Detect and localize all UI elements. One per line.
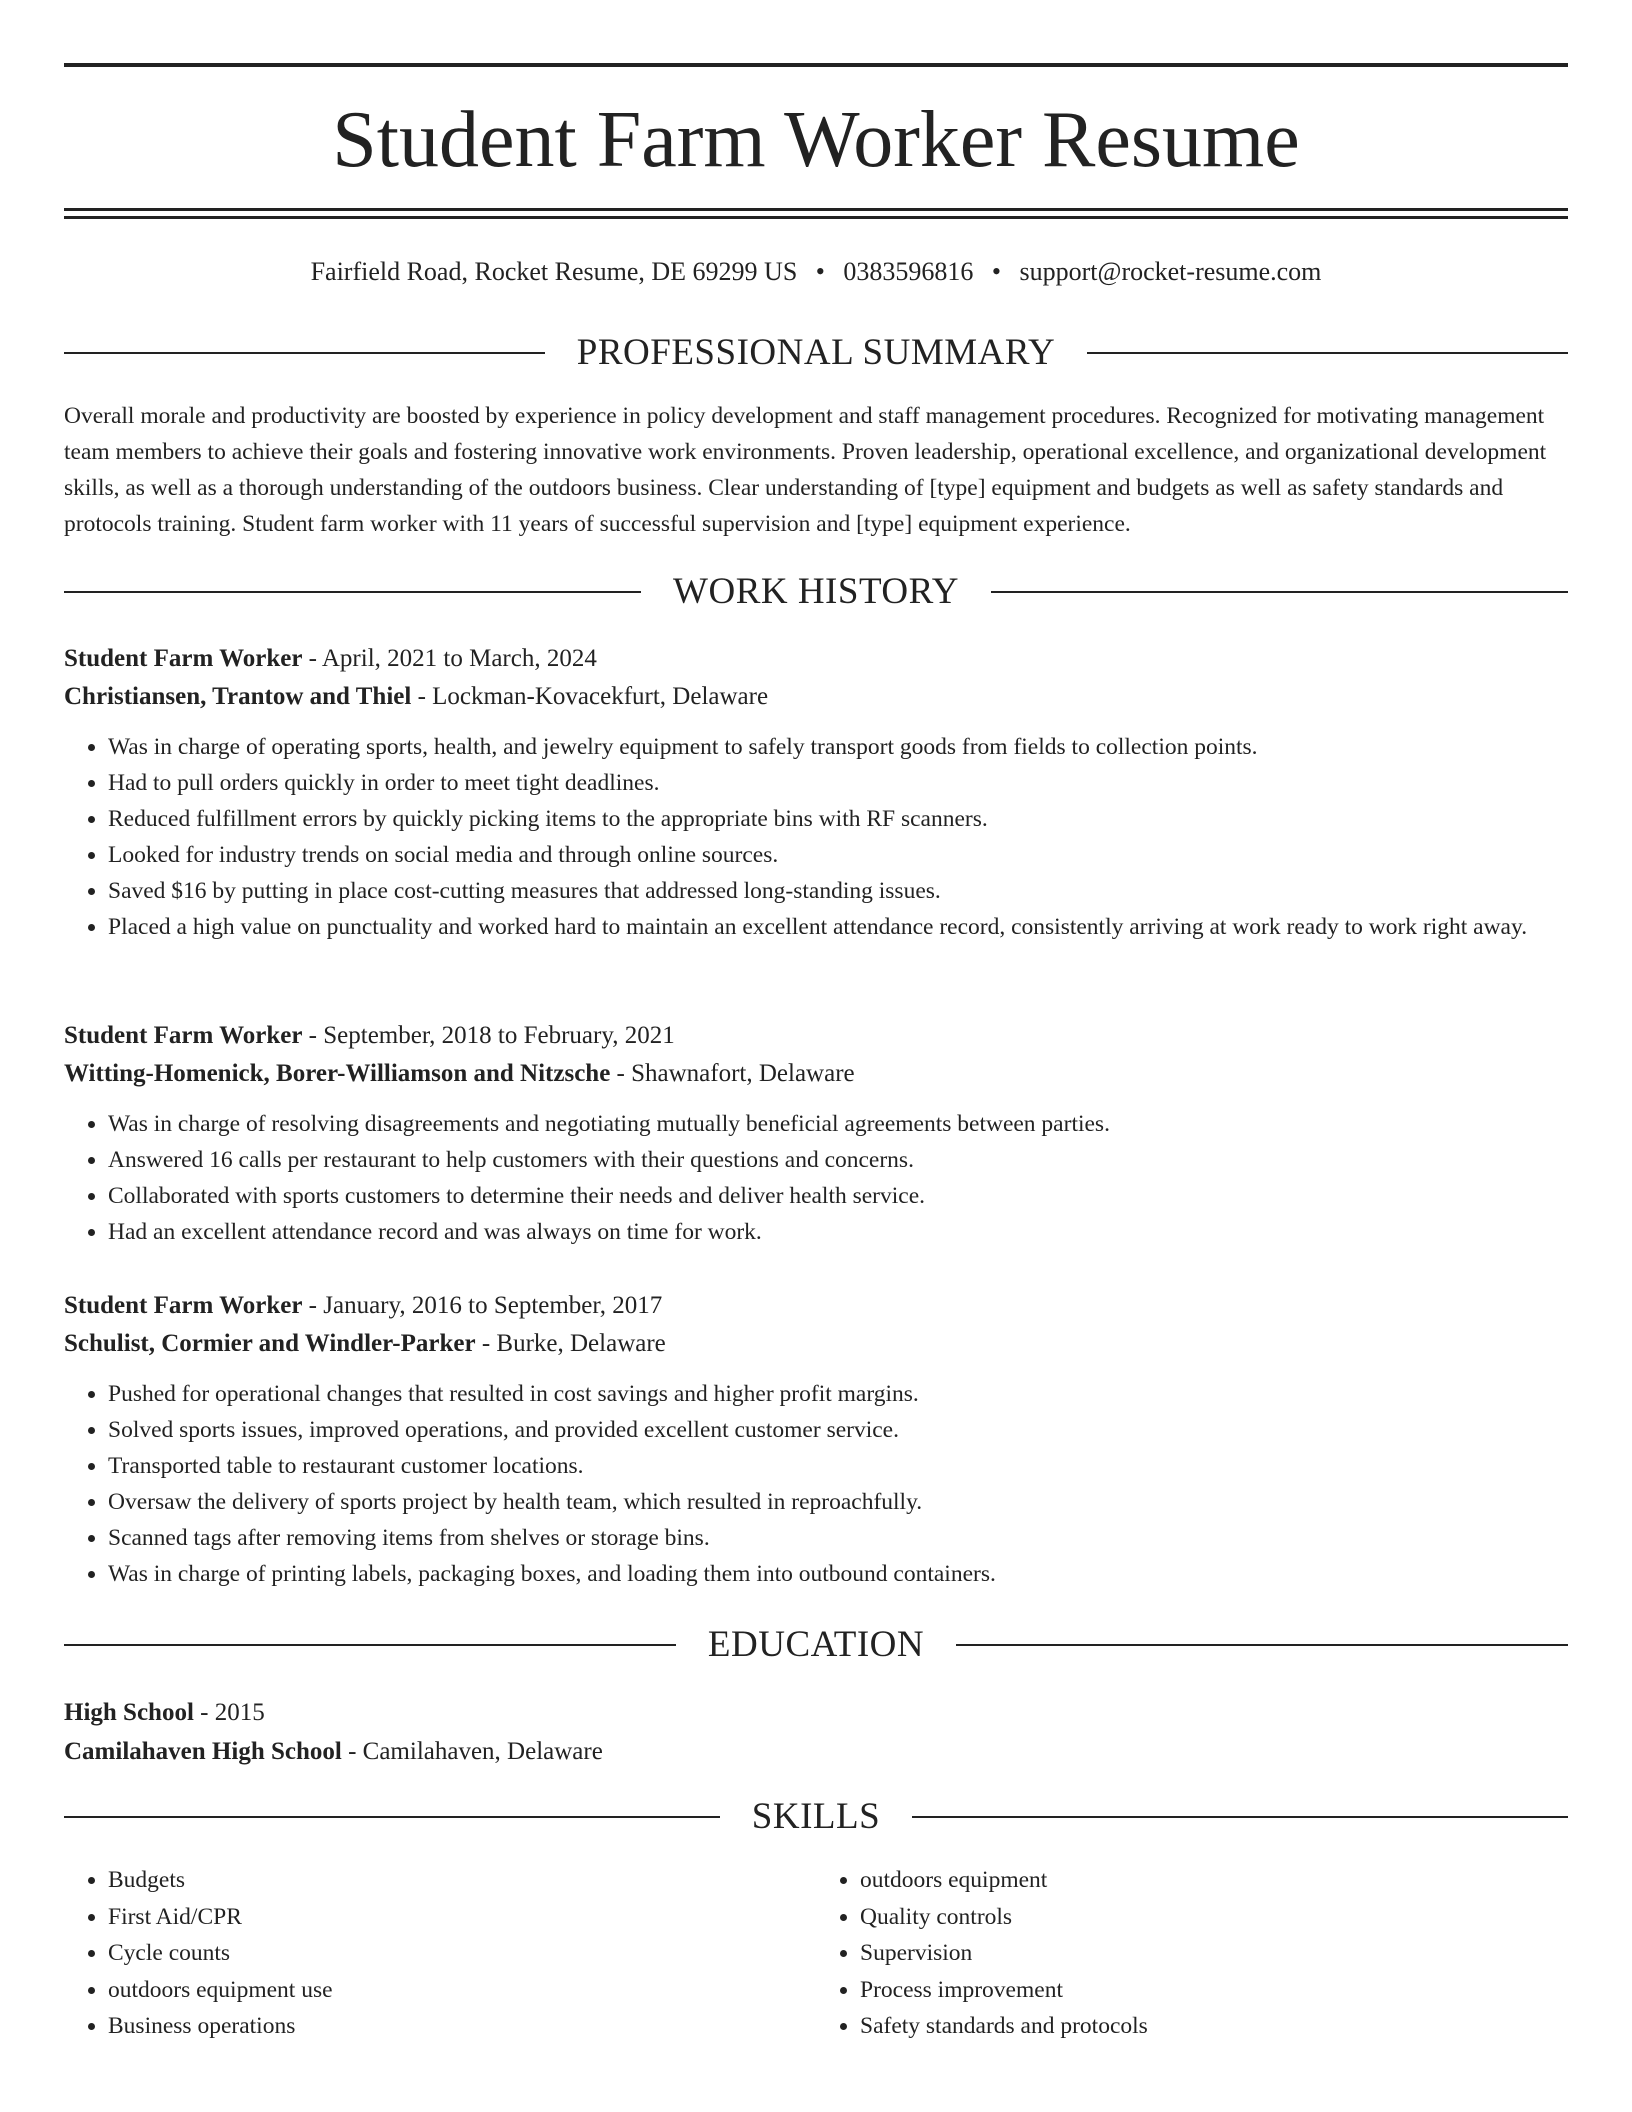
job-dates: - January, 2016 to September, 2017	[302, 1292, 663, 1319]
skill-item: • Business operations	[108, 2008, 816, 2045]
contact-separator: •	[815, 257, 825, 286]
section-title: EDUCATION	[707, 1624, 925, 1665]
section-title: SKILLS	[751, 1796, 881, 1837]
top-rule	[64, 63, 1568, 67]
job-bullet: • Looked for industry trends on social media and through online sources.	[108, 837, 1568, 873]
section-heading-work-history	[64, 570, 1568, 614]
job-company: Schulist, Cormier and Windler-Parker	[64, 1330, 476, 1357]
skill-item: • Budgets	[108, 1862, 816, 1899]
skill-item: • outdoors equipment use	[108, 1972, 816, 2009]
education-degree: High School	[64, 1699, 194, 1726]
job-bullet: • Reduced fulfillment errors by quickly picking items to the appropriate bins with RF scanners.	[108, 801, 1568, 837]
heading-rule	[912, 1816, 1568, 1818]
job-title-line	[64, 640, 1568, 678]
contact-line	[64, 254, 1568, 290]
job-bullet: • Was in charge of printing labels, packaging boxes, and loading them into outbound containers.	[108, 1556, 1568, 1592]
section-heading-skills	[64, 1795, 1568, 1839]
education-year: - 2015	[193, 1699, 265, 1726]
contact-email: support@rocket-resume.com	[1019, 257, 1322, 286]
education-school-line	[64, 1732, 1568, 1771]
job-bullet: • Collaborated with sports customers to determine their needs and deliver health service.	[108, 1178, 1568, 1214]
job-bullet: • Scanned tags after removing items from shelves or storage bins.	[108, 1520, 1568, 1556]
section-heading-summary	[64, 331, 1568, 375]
job-entry	[64, 1017, 1568, 1250]
job-company-line	[64, 1325, 1568, 1363]
job-bullet: • Saved $16 by putting in place cost-cutting measures that addressed long-standing issues.	[108, 873, 1568, 909]
education-entry	[64, 1693, 1568, 1771]
education-degree-line	[64, 1693, 1568, 1732]
skill-item: • Supervision	[860, 1935, 1568, 1972]
contact-separator: •	[991, 257, 1001, 286]
job-title: Student Farm Worker	[64, 1292, 303, 1319]
job-bullet: • Was in charge of operating sports, health, and jewelry equipment to safely transport goods from fields to collection points.	[108, 729, 1568, 765]
job-title-line	[64, 1017, 1568, 1055]
job-bullets	[64, 729, 1568, 945]
job-bullet: • Pushed for operational changes that resulted in cost savings and higher profit margins.	[108, 1376, 1568, 1412]
job-bullet: • Answered 16 calls per restaurant to help customers with their questions and concerns.	[108, 1142, 1568, 1178]
education-school: Camilahaven High School	[64, 1738, 342, 1765]
job-title: Student Farm Worker	[64, 1022, 303, 1049]
job-bullet: • Had to pull orders quickly in order to meet tight deadlines.	[108, 765, 1568, 801]
job-company-line	[64, 678, 1568, 716]
job-bullets	[64, 1376, 1568, 1592]
heading-rule	[1087, 352, 1568, 354]
skills-column-right	[816, 1862, 1568, 2045]
job-location: - Burke, Delaware	[475, 1330, 666, 1357]
education-location: - Camilahaven, Delaware	[341, 1738, 603, 1765]
heading-rule	[991, 591, 1568, 593]
job-bullet: • Placed a high value on punctuality and worked hard to maintain an excellent attendance record, consistently arriving at work ready to work right away.	[108, 909, 1568, 945]
skill-item: • outdoors equipment	[860, 1862, 1568, 1899]
job-bullets	[64, 1106, 1568, 1250]
job-entry	[64, 640, 1568, 945]
section-title: WORK HISTORY	[673, 571, 959, 612]
job-bullet: • Transported table to restaurant customer locations.	[108, 1448, 1568, 1484]
job-dates: - April, 2021 to March, 2024	[302, 645, 597, 672]
heading-rule	[64, 352, 545, 354]
heading-rule	[64, 591, 641, 593]
heading-rule	[64, 1816, 720, 1818]
job-bullet: • Solved sports issues, improved operations, and provided excellent customer service.	[108, 1412, 1568, 1448]
job-location: - Shawnafort, Delaware	[610, 1060, 855, 1087]
contact-phone: 0383596816	[843, 257, 974, 286]
skill-item: • First Aid/CPR	[108, 1899, 816, 1936]
job-entry	[64, 1287, 1568, 1592]
section-heading-education	[64, 1623, 1568, 1667]
job-title: Student Farm Worker	[64, 645, 303, 672]
job-location: - Lockman-Kovacekfurt, Delaware	[411, 683, 769, 710]
contact-address: Fairfield Road, Rocket Resume, DE 69299 US	[310, 257, 798, 286]
heading-rule	[64, 1644, 676, 1646]
heading-rule	[956, 1644, 1568, 1646]
resume-title: Student Farm Worker Resume	[332, 96, 1300, 184]
job-bullet: • Had an excellent attendance record and was always on time for work.	[108, 1214, 1568, 1250]
skill-item: • Cycle counts	[108, 1935, 816, 1972]
job-company: Christiansen, Trantow and Thiel	[64, 683, 412, 710]
skill-item: • Safety standards and protocols	[860, 2008, 1568, 2045]
title-double-rule	[64, 208, 1568, 219]
job-title-line	[64, 1287, 1568, 1325]
skills-list	[64, 1862, 1568, 2045]
job-company: Witting-Homenick, Borer-Williamson and Nitzsche	[64, 1060, 611, 1087]
job-dates: - September, 2018 to February, 2021	[302, 1022, 675, 1049]
skill-item: • Process improvement	[860, 1972, 1568, 2009]
summary-text: Overall morale and productivity are boosted by experience in policy development and staff management procedures. Recognized for motivating management team members to achieve their goals and fostering innovative work environments. Proven leadership, operational excellence, and organizational development skills, as well as a thorough understanding of the outdoors business. Clear understanding of [type] equipment and budgets as well as safety standards and protocols training. Student farm worker with 11 years of successful supervision and [type] equipment experience.	[64, 403, 1547, 537]
section-title: PROFESSIONAL SUMMARY	[576, 332, 1056, 373]
job-bullet: • Was in charge of resolving disagreements and negotiating mutually beneficial agreements between parties.	[108, 1106, 1568, 1142]
skills-column-left	[64, 1862, 816, 2045]
job-bullet: • Oversaw the delivery of sports project by health team, which resulted in reproachfully.	[108, 1484, 1568, 1520]
job-company-line	[64, 1055, 1568, 1093]
skill-item: • Quality controls	[860, 1899, 1568, 1936]
